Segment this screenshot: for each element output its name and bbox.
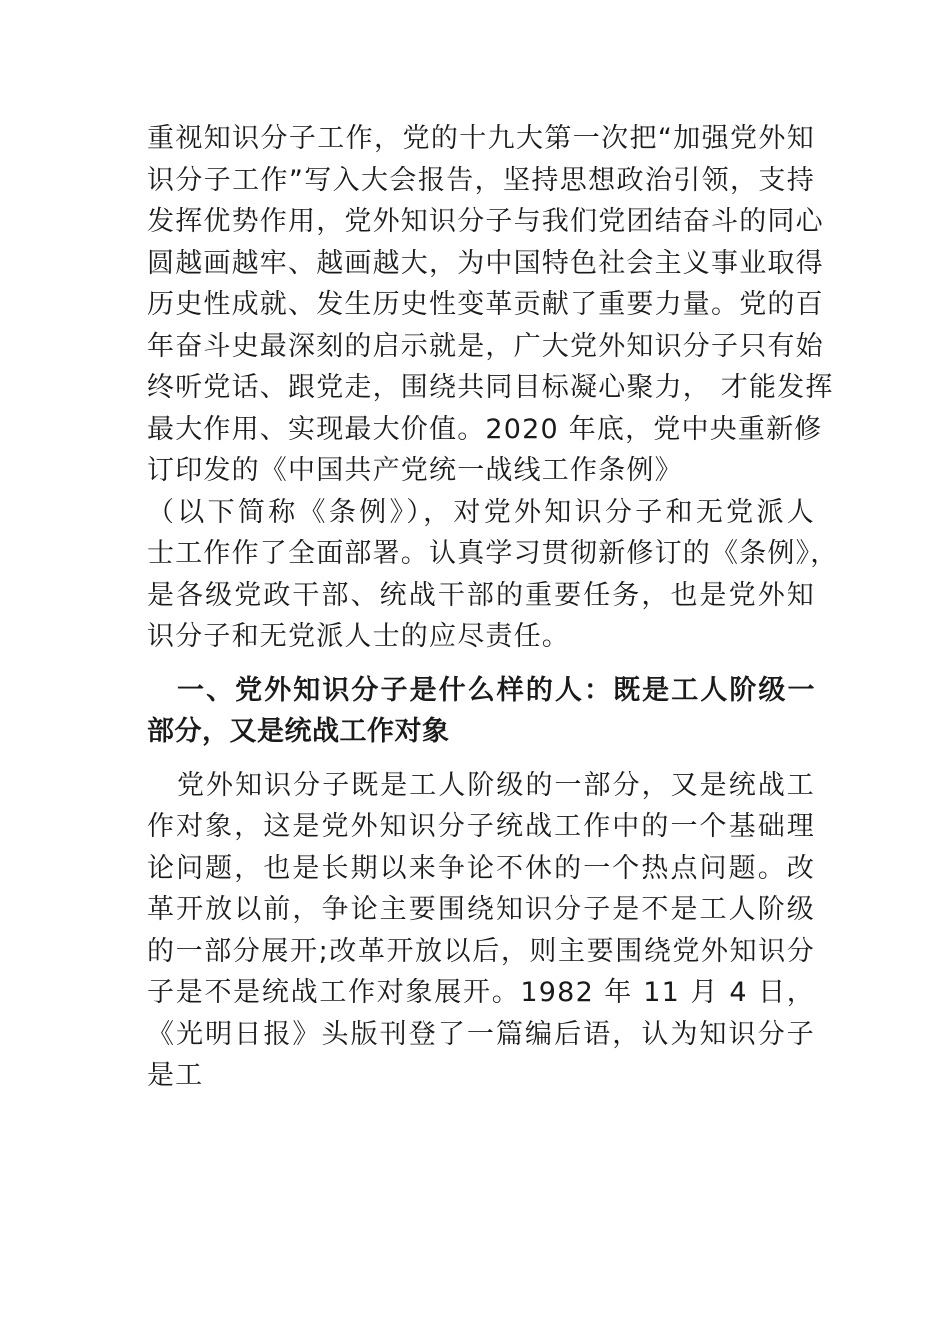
- text-line: 终听党话、跟党走，围绕共同目标凝心聚力， 才能发挥: [147, 372, 834, 403]
- text-line: 论问题，也是长期以来争论不休的一个热点问题。改: [147, 852, 815, 884]
- heading-line: 部分，又是统战工作对象: [147, 716, 450, 747]
- text-line: 订印发的《中国共产党统一战线工作条例》: [147, 455, 683, 486]
- paragraph-section-1: [147, 765, 815, 1097]
- paragraph-spacer: [147, 753, 815, 765]
- text-line: 重视知识分子工作，党的十九大第一次把“加强党外知: [147, 123, 815, 154]
- text-line: 圆越画越牢、越画越大，为中国特色社会主义事业取得: [147, 247, 824, 279]
- document-body: [147, 118, 839, 1097]
- text-line: 士工作作了全面部署。认真学习贯彻新修订的《条例》，: [147, 538, 839, 569]
- text-line: 年奋斗史最深刻的启示就是，广大党外知识分子只有始: [147, 330, 824, 362]
- heading-line: 一、党外知识分子是什么样的人：既是工人阶级一: [177, 674, 815, 706]
- text-line: 的一部分展开;改革开放以后，则主要围绕党外知识分: [147, 935, 815, 967]
- text-line: 《光明日报》头版刊登了一篇编后语，认为知识分子: [147, 1018, 815, 1050]
- text-line: 是各级党政干部、统战干部的重要任务，也是党外知: [147, 579, 815, 611]
- text-line: 是工: [147, 1060, 204, 1091]
- text-line: 子是不是统战工作对象展开。1982 年 11 月 4 日，: [147, 977, 815, 1008]
- text-line: 发挥优势作用，党外知识分子与我们党团结奋斗的同心: [147, 206, 824, 237]
- paragraph-spacer: [147, 658, 815, 670]
- text-line: 党外知识分子既是工人阶级的一部分，又是统战工: [177, 769, 815, 801]
- text-line: 最大作用、实现最大价值。2020 年底，党中央重新修: [147, 413, 823, 445]
- text-line: 革开放以前，争论主要围绕知识分子是不是工人阶级: [147, 894, 815, 925]
- text-line: 识分子和无党派人士的应尽责任。: [147, 621, 570, 652]
- text-line: 历史性成就、发生历史性变革贡献了重要力量。党的百: [147, 289, 824, 320]
- text-line: 识分子工作”写入大会报告，坚持思想政治引领，支持: [147, 164, 815, 196]
- paragraph-intro: [147, 118, 839, 658]
- section-heading: [147, 670, 815, 753]
- text-line: （以下简称《条例》），对党外知识分子和无党派人: [147, 496, 815, 528]
- text-line: 作对象，这是党外知识分子统战工作中的一个基础理: [147, 811, 815, 842]
